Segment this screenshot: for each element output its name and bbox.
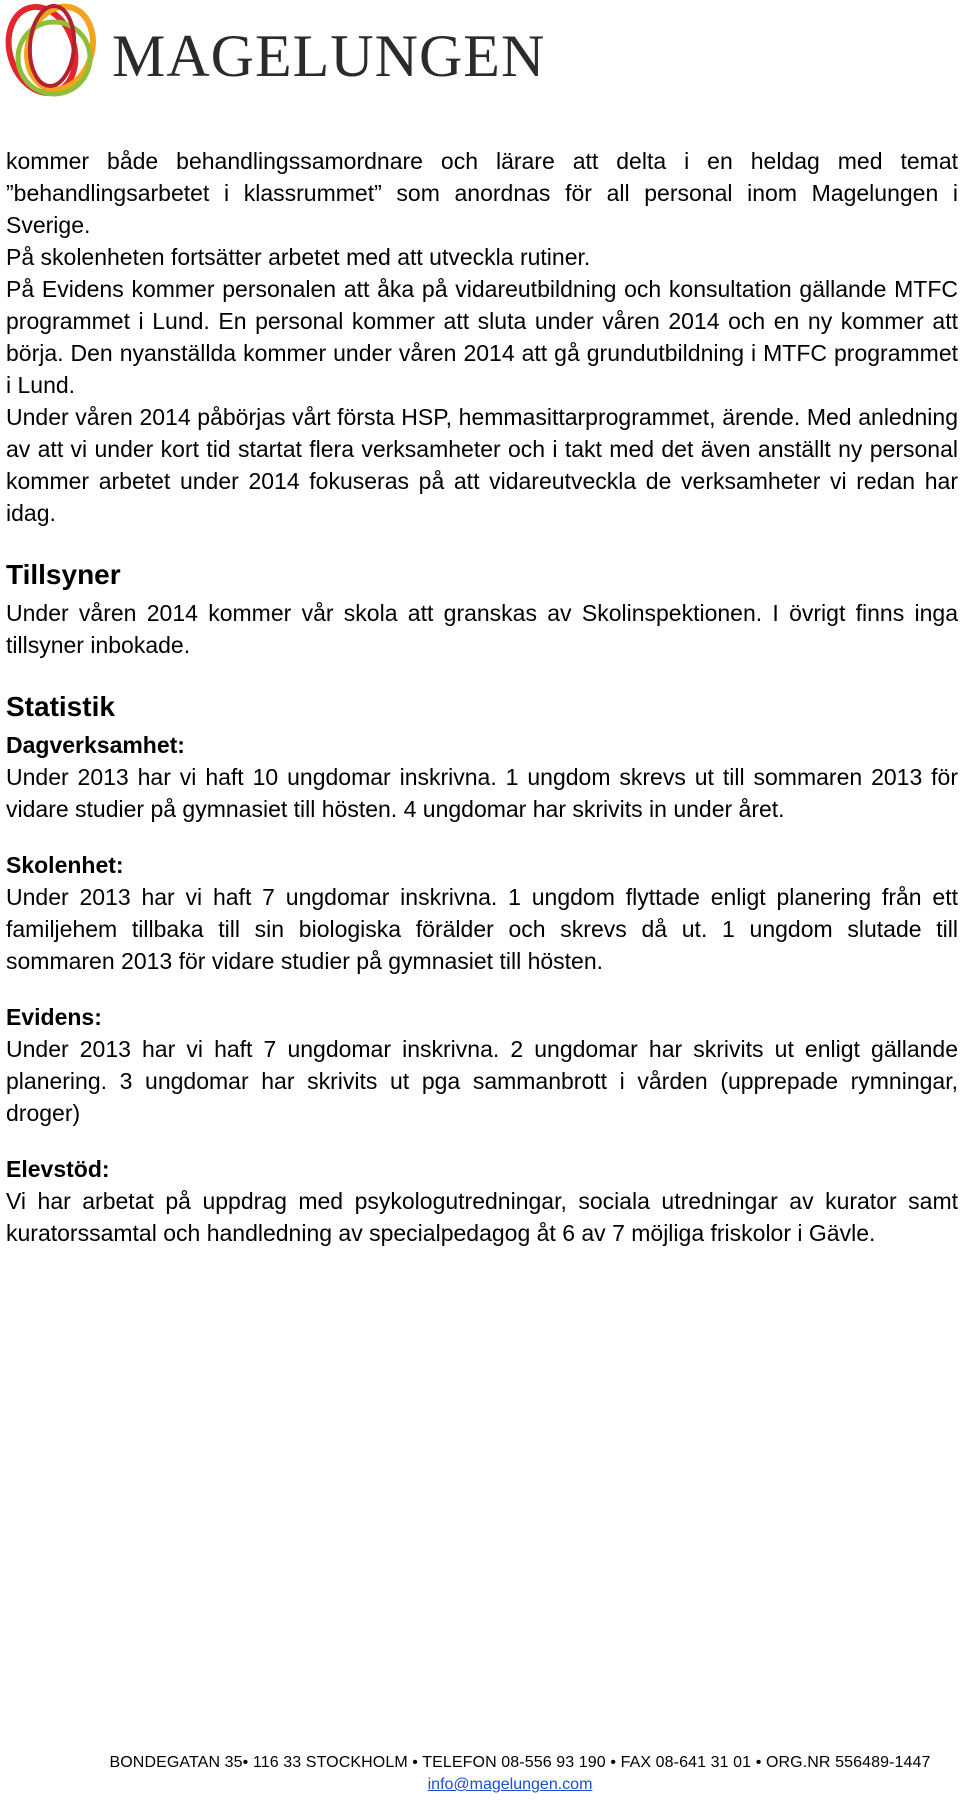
subheading-dagverksamhet: Dagverksamhet: bbox=[6, 732, 185, 758]
intro-paragraph-3: På Evidens kommer personalen att åka på vidareutbildning och konsultation gällande MTFC programmet i Lund. En personal kommer att sluta under våren 2014 och en ny kommer att börja. Den nyanställda kommer under våren 2014 att gå grundutbildning i MTFC programmet i Lund. bbox=[6, 276, 958, 398]
evidens-text: Under 2013 har vi haft 7 ungdomar inskrivna. 2 ungdomar har skrivits ut enligt gällande planering. 3 ungdomar har skrivits ut pga sammanbrott i vården (upprepade rymningar, droger) bbox=[6, 1036, 958, 1126]
document-body bbox=[6, 145, 958, 1249]
footer-email-link[interactable]: info@magelungen.com bbox=[427, 1776, 593, 1793]
section-heading-tillsyner: Tillsyner bbox=[6, 559, 121, 590]
intro-paragraph-2: På skolenheten fortsätter arbetet med att utveckla rutiner. bbox=[6, 244, 591, 270]
elevstod-text: Vi har arbetat på uppdrag med psykologutredningar, sociala utredningar av kurator samt kuratorssamtal och handledning av specialpedagog åt 6 av 7 möjliga friskolor i Gävle. bbox=[6, 1188, 958, 1246]
section-heading-statistik: Statistik bbox=[6, 691, 115, 722]
subheading-evidens: Evidens: bbox=[6, 1004, 102, 1030]
subheading-skolenhet: Skolenhet: bbox=[6, 852, 124, 878]
intro-paragraph-1: kommer både behandlingssamordnare och lärare att delta i en heldag med temat ”behandlingsarbetet i klassrummet” som anordnas för all personal inom Magelungen i Sverige. bbox=[6, 148, 958, 238]
overlapping-rings-logo-icon bbox=[2, 2, 106, 102]
dagverksamhet-text: Under 2013 har vi haft 10 ungdomar inskrivna. 1 ungdom skrevs ut till sommaren 2013 för vidare studier på gymnasiet till hösten. 4 ungdomar har skrivits in under året. bbox=[6, 764, 958, 822]
skolenhet-text: Under 2013 har vi haft 7 ungdomar inskrivna. 1 ungdom flyttade enligt planering från ett familjehem tillbaka till sin biologiska förälder och skrevs då ut. 1 ungdom slutade till sommaren 2013 för vidare studier på gymnasiet till hösten. bbox=[6, 884, 958, 974]
company-logo-text: MAGELUNGEN bbox=[112, 23, 546, 89]
intro-paragraph-4: Under våren 2014 påbörjas vårt första HSP, hemmasittarprogrammet, ärende. Med anledning av att vi under kort tid startat flera verksamheter och i takt med det även anställt ny personal kommer arbetet under 2014 fokuseras på att vidareutveckla de verksamheter vi redan har idag. bbox=[6, 404, 958, 526]
page-footer bbox=[0, 1752, 960, 1796]
tillsyner-text: Under våren 2014 kommer vår skola att granskas av Skolinspektionen. I övrigt finns inga tillsyner inbokade. bbox=[6, 600, 958, 658]
page-header bbox=[0, 0, 960, 110]
footer-address: BONDEGATAN 35• 116 33 STOCKHOLM • TELEFON 08-556 93 190 • FAX 08-641 31 01 • ORG.NR 556489-1447 bbox=[109, 1754, 931, 1771]
subheading-elevstod: Elevstöd: bbox=[6, 1156, 110, 1182]
